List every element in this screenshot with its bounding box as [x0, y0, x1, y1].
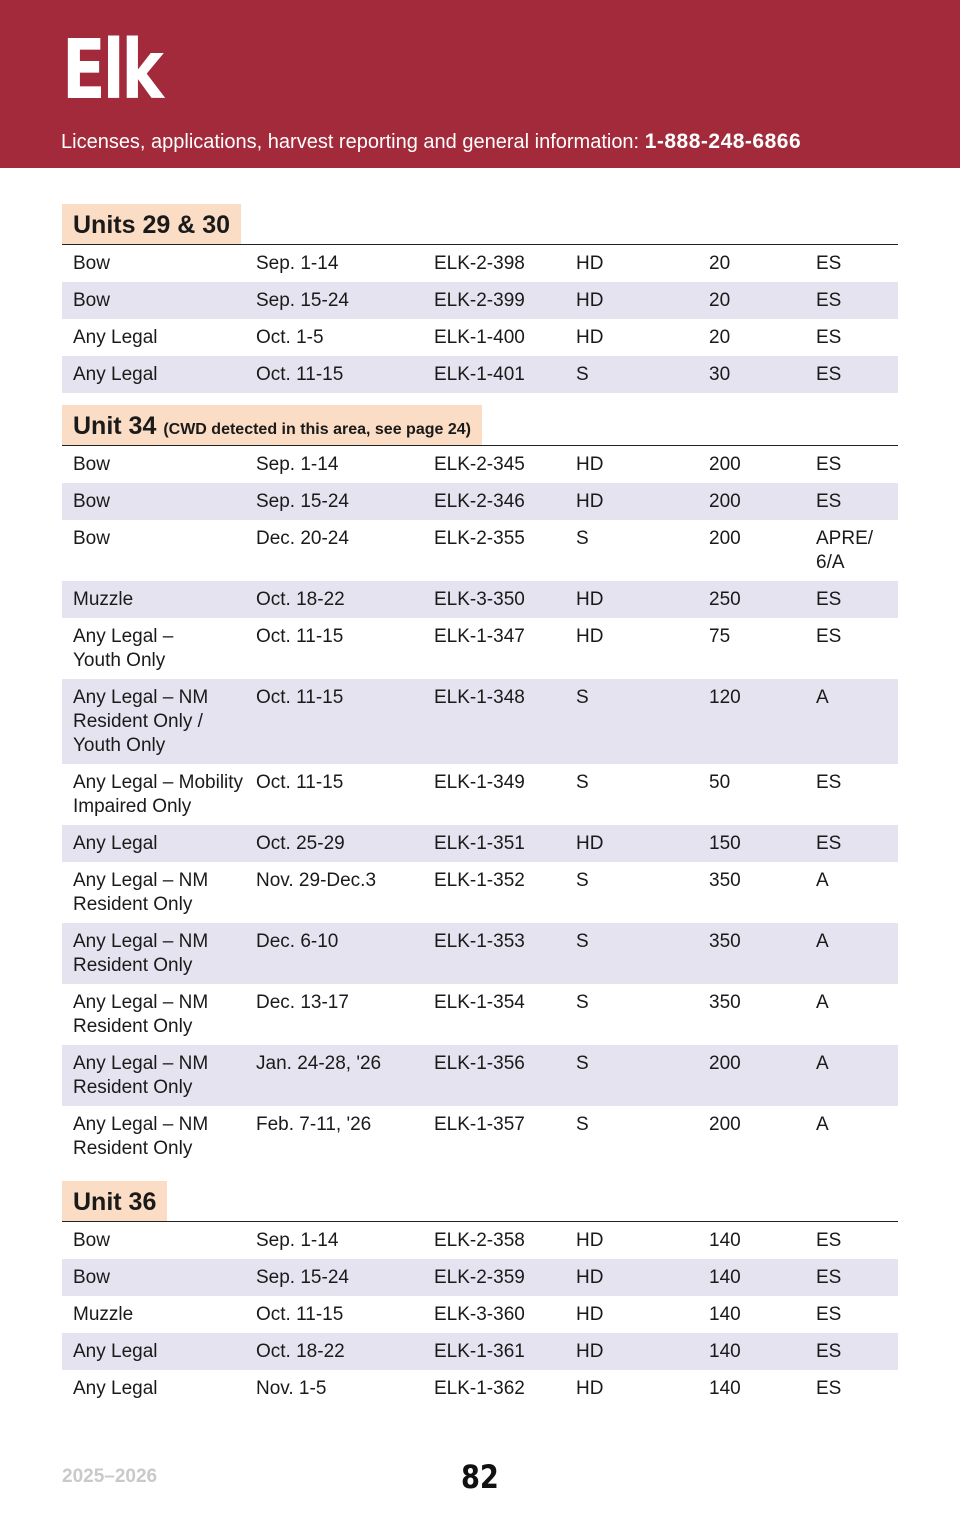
table-row	[62, 1259, 898, 1296]
hunt-dates-cell: Oct. 25-29	[256, 833, 345, 854]
hunt-type-cell: Bow	[73, 454, 110, 475]
hunt-dates-cell: Nov. 29-Dec.3	[256, 870, 377, 891]
table-row	[62, 1106, 898, 1167]
footer-year: 2025–2026	[62, 1466, 158, 1487]
hunt-type-cell: Any Legal – NM Resident Only / Youth Only	[73, 687, 209, 756]
hunt-code-cell: ELK-2-359	[434, 1267, 525, 1288]
section-label	[62, 204, 241, 244]
hunt-type-cell: Any Legal – NM Resident Only	[73, 1114, 209, 1159]
section-header	[62, 204, 898, 245]
page-number: 82	[461, 1458, 499, 1496]
hunt-code-cell: ELK-1-361	[434, 1341, 525, 1362]
hunt-code-cell: ELK-1-354	[434, 992, 525, 1013]
licenses-cell: 140	[709, 1378, 741, 1399]
bag-limit-cell: HD	[576, 626, 604, 647]
hunt-code-cell: ELK-2-345	[434, 454, 525, 475]
table-row	[62, 825, 898, 862]
license-type-cell: ES	[816, 290, 842, 311]
hunt-dates-cell: Oct. 11-15	[256, 364, 344, 385]
hunt-code-cell: ELK-1-357	[434, 1114, 525, 1135]
hunt-code-cell: ELK-1-348	[434, 687, 525, 708]
hunt-type-cell: Bow	[73, 491, 110, 512]
table-row	[62, 984, 898, 1045]
table-row	[62, 862, 898, 923]
page-header	[0, 0, 960, 168]
section-title: Unit 34	[73, 412, 157, 440]
licenses-cell: 30	[709, 364, 731, 385]
license-type-cell: ES	[816, 1267, 842, 1288]
hunt-dates-cell: Oct. 11-15	[256, 626, 344, 647]
section-rows	[62, 446, 898, 1167]
bag-limit-cell: HD	[576, 1304, 604, 1325]
licenses-cell: 20	[709, 327, 731, 348]
hunt-code-cell: ELK-1-349	[434, 772, 525, 793]
bag-limit-cell: HD	[576, 1378, 604, 1399]
table-row	[62, 1296, 898, 1333]
licenses-cell: 350	[709, 992, 741, 1013]
hunt-dates-cell: Sep. 15-24	[256, 290, 349, 311]
hunt-code-cell: ELK-1-356	[434, 1053, 525, 1074]
license-type-cell: ES	[816, 1378, 842, 1399]
hunt-dates-cell: Sep. 15-24	[256, 491, 349, 512]
bag-limit-cell: HD	[576, 290, 604, 311]
table-row	[62, 679, 898, 764]
license-type-cell: ES	[816, 589, 842, 610]
bag-limit-cell: HD	[576, 1267, 604, 1288]
licenses-cell: 50	[709, 772, 731, 793]
hunt-dates-cell: Oct. 18-22	[256, 1341, 345, 1362]
hunt-code-cell: ELK-1-347	[434, 626, 525, 647]
page-title: Elk	[62, 23, 161, 118]
licenses-cell: 200	[709, 491, 741, 512]
bag-limit-cell: HD	[576, 253, 604, 274]
hunt-code-cell: ELK-1-351	[434, 833, 525, 854]
hunt-code-cell: ELK-2-346	[434, 491, 525, 512]
hunt-type-cell: Any Legal – NM Resident Only	[73, 870, 209, 915]
licenses-cell: 140	[709, 1267, 741, 1288]
hunt-dates-cell: Dec. 6-10	[256, 931, 339, 952]
section-rows	[62, 245, 898, 393]
licenses-cell: 200	[709, 528, 741, 549]
bag-limit-cell: HD	[576, 491, 604, 512]
section-header	[62, 1181, 898, 1222]
license-type-cell: ES	[816, 253, 842, 274]
bag-limit-cell: HD	[576, 833, 604, 854]
bag-limit-cell: HD	[576, 1341, 604, 1362]
license-type-cell: A	[816, 687, 829, 708]
hunt-type-cell: Any Legal – NM Resident Only	[73, 1053, 209, 1098]
hunt-type-cell: Bow	[73, 290, 110, 311]
hunt-code-cell: ELK-1-400	[434, 327, 525, 348]
hunt-type-cell: Any Legal	[73, 364, 158, 385]
hunt-type-cell: Bow	[73, 1230, 110, 1251]
hunt-type-cell: Any Legal	[73, 327, 158, 348]
licenses-cell: 200	[709, 454, 741, 475]
licenses-cell: 75	[709, 626, 731, 647]
license-type-cell: APRE/ 6/A	[816, 528, 874, 573]
hunt-type-cell: Muzzle	[73, 1304, 134, 1325]
hunt-type-cell: Bow	[73, 253, 110, 274]
hunt-type-cell: Muzzle	[73, 589, 134, 610]
licenses-cell: 350	[709, 870, 741, 891]
hunt-dates-cell: Jan. 24-28, '26	[256, 1053, 382, 1074]
hunt-code-cell: ELK-1-352	[434, 870, 525, 891]
bag-limit-cell: S	[576, 528, 589, 549]
hunt-code-cell: ELK-1-353	[434, 931, 525, 952]
table-row	[62, 319, 898, 356]
licenses-cell: 20	[709, 253, 731, 274]
hunt-dates-cell: Oct. 11-15	[256, 687, 344, 708]
license-type-cell: ES	[816, 1304, 842, 1325]
license-type-cell: A	[816, 992, 829, 1013]
bag-limit-cell: S	[576, 364, 589, 385]
license-type-cell: ES	[816, 364, 842, 385]
licenses-cell: 20	[709, 290, 731, 311]
license-type-cell: ES	[816, 491, 842, 512]
hunt-dates-cell: Oct. 18-22	[256, 589, 345, 610]
bag-limit-cell: HD	[576, 589, 604, 610]
hunt-type-cell: Any Legal – Youth Only	[73, 626, 174, 671]
hunt-type-cell: Any Legal – NM Resident Only	[73, 931, 209, 976]
hunt-dates-cell: Sep. 1-14	[256, 454, 339, 475]
table-row	[62, 1222, 898, 1259]
hunt-type-cell: Bow	[73, 528, 110, 549]
hunt-code-cell: ELK-1-362	[434, 1378, 525, 1399]
hunt-dates-cell: Dec. 13-17	[256, 992, 349, 1013]
bag-limit-cell: HD	[576, 454, 604, 475]
bag-limit-cell: S	[576, 870, 589, 891]
licenses-cell: 140	[709, 1230, 741, 1251]
section-label	[62, 405, 482, 445]
bag-limit-cell: S	[576, 772, 589, 793]
hunt-type-cell: Bow	[73, 1267, 110, 1288]
hunt-type-cell: Any Legal	[73, 1341, 158, 1362]
hunt-dates-cell: Oct. 1-5	[256, 327, 324, 348]
table-row	[62, 1333, 898, 1370]
table-row	[62, 356, 898, 393]
section-header	[62, 405, 898, 446]
table-row	[62, 245, 898, 282]
hunt-code-cell: ELK-1-401	[434, 364, 525, 385]
license-type-cell: ES	[816, 327, 842, 348]
hunt-dates-cell: Nov. 1-5	[256, 1378, 327, 1399]
section-note: (CWD detected in this area, see page 24)	[163, 421, 471, 438]
contact-info	[61, 130, 801, 154]
section-label	[62, 1181, 167, 1221]
licenses-cell: 250	[709, 589, 741, 610]
bag-limit-cell: S	[576, 1114, 589, 1135]
table-row	[62, 1370, 898, 1407]
unit-section	[62, 1181, 898, 1407]
hunt-tables	[62, 204, 898, 1407]
license-type-cell: ES	[816, 772, 842, 793]
license-type-cell: ES	[816, 454, 842, 475]
table-row	[62, 520, 898, 581]
bag-limit-cell: S	[576, 687, 589, 708]
hunt-type-cell: Any Legal – NM Resident Only	[73, 992, 209, 1037]
unit-section	[62, 405, 898, 1167]
contact-info-text: Licenses, applications, harvest reporting and general information:	[61, 131, 640, 153]
bag-limit-cell: S	[576, 931, 589, 952]
section-rows	[62, 1222, 898, 1407]
hunt-dates-cell: Sep. 1-14	[256, 253, 339, 274]
licenses-cell: 200	[709, 1053, 741, 1074]
hunt-dates-cell: Sep. 1-14	[256, 1230, 339, 1251]
hunt-type-cell: Any Legal	[73, 833, 158, 854]
license-type-cell: A	[816, 1053, 829, 1074]
hunt-code-cell: ELK-2-398	[434, 253, 525, 274]
bag-limit-cell: HD	[576, 1230, 604, 1251]
hunt-code-cell: ELK-2-358	[434, 1230, 525, 1251]
hunt-dates-cell: Sep. 15-24	[256, 1267, 349, 1288]
table-row	[62, 923, 898, 984]
table-row	[62, 446, 898, 483]
hunt-type-cell: Any Legal	[73, 1378, 158, 1399]
table-row	[62, 764, 898, 825]
hunt-dates-cell: Feb. 7-11, '26	[256, 1114, 372, 1135]
table-row	[62, 483, 898, 520]
hunt-dates-cell: Dec. 20-24	[256, 528, 349, 549]
licenses-cell: 150	[709, 833, 741, 854]
license-type-cell: A	[816, 1114, 829, 1135]
licenses-cell: 120	[709, 687, 741, 708]
hunt-type-cell: Any Legal – Mobility Impaired Only	[73, 772, 244, 817]
licenses-cell: 140	[709, 1304, 741, 1325]
contact-phone: 1-888-248-6866	[644, 130, 802, 153]
licenses-cell: 350	[709, 931, 741, 952]
hunt-code-cell: ELK-2-399	[434, 290, 525, 311]
table-row	[62, 282, 898, 319]
hunt-code-cell: ELK-2-355	[434, 528, 525, 549]
table-row	[62, 581, 898, 618]
license-type-cell: ES	[816, 626, 842, 647]
table-row	[62, 1045, 898, 1106]
license-type-cell: A	[816, 931, 829, 952]
section-title: Unit 36	[73, 1188, 157, 1216]
hunt-code-cell: ELK-3-350	[434, 589, 525, 610]
license-type-cell: ES	[816, 833, 842, 854]
unit-section	[62, 204, 898, 393]
bag-limit-cell: HD	[576, 327, 604, 348]
hunt-code-cell: ELK-3-360	[434, 1304, 525, 1325]
license-type-cell: ES	[816, 1230, 842, 1251]
table-row	[62, 618, 898, 679]
licenses-cell: 140	[709, 1341, 741, 1362]
license-type-cell: A	[816, 870, 829, 891]
bag-limit-cell: S	[576, 992, 589, 1013]
license-type-cell: ES	[816, 1341, 842, 1362]
section-title: Units 29 & 30	[73, 211, 231, 239]
hunt-dates-cell: Oct. 11-15	[256, 772, 344, 793]
licenses-cell: 200	[709, 1114, 741, 1135]
bag-limit-cell: S	[576, 1053, 589, 1074]
hunt-dates-cell: Oct. 11-15	[256, 1304, 344, 1325]
